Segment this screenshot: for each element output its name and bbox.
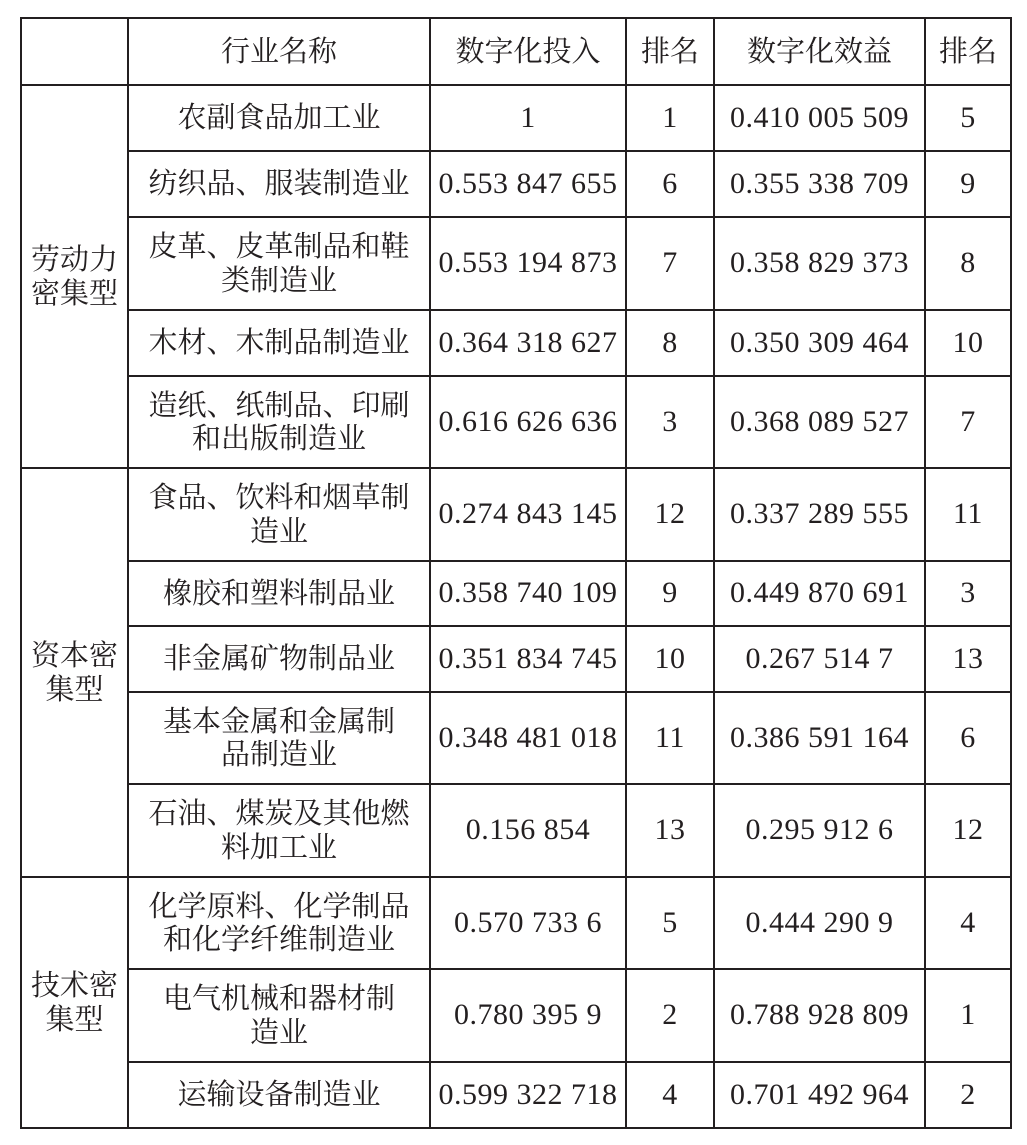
digital-input-cell: 0.553 847 655 [430,151,626,217]
input-rank-cell: 5 [626,877,714,969]
digital-input-cell: 0.780 395 9 [430,969,626,1062]
table-row [21,1062,1011,1128]
table-row [21,85,1011,151]
industry-name-cell: 农副食品加工业 [128,85,430,151]
table-row [21,310,1011,376]
digital-input-cell: 0.364 318 627 [430,310,626,376]
table-row [21,151,1011,217]
input-rank-cell: 7 [626,217,714,310]
table-row [21,877,1011,969]
digital-input-cell: 0.274 843 145 [430,468,626,561]
table-row [21,969,1011,1062]
benefit-rank-cell: 13 [925,626,1011,692]
group-label-line: 集型 [45,1001,104,1036]
group-label-labor-intensive [21,85,128,468]
header-input-rank: 排名 [626,18,714,85]
benefit-rank-cell: 6 [925,692,1011,784]
benefit-rank-cell: 1 [925,969,1011,1062]
header-industry-name: 行业名称 [128,18,430,85]
header-digital-benefit: 数字化效益 [714,18,925,85]
industry-name-cell: 石油、煤炭及其他燃 料加工业 [128,784,430,877]
digital-input-cell: 1 [430,85,626,151]
industry-name-cell: 非金属矿物制品业 [128,626,430,692]
industry-name-cell: 木材、木制品制造业 [128,310,430,376]
table-row [21,468,1011,561]
header-digital-input: 数字化投入 [430,18,626,85]
industry-name-cell: 电气机械和器材制 造业 [128,969,430,1062]
group-label-line: 密集型 [30,275,118,310]
group-label-capital-intensive [21,468,128,877]
digital-benefit-cell: 0.701 492 964 [714,1062,925,1128]
input-rank-cell: 10 [626,626,714,692]
input-rank-cell: 2 [626,969,714,1062]
input-rank-cell: 4 [626,1062,714,1128]
header-group [21,18,128,85]
input-rank-cell: 3 [626,376,714,468]
input-rank-cell: 13 [626,784,714,877]
benefit-rank-cell: 7 [925,376,1011,468]
benefit-rank-cell: 11 [925,468,1011,561]
input-rank-cell: 12 [626,468,714,561]
group-label-line: 技术密 [30,968,118,1003]
digital-input-cell: 0.348 481 018 [430,692,626,784]
table-row [21,217,1011,310]
table-row [21,692,1011,784]
group-label-line: 资本密 [30,638,118,673]
group-label-tech-intensive [21,877,128,1128]
header-benefit-rank: 排名 [925,18,1011,85]
benefit-rank-cell: 4 [925,877,1011,969]
digital-input-cell: 0.358 740 109 [430,561,626,626]
input-rank-cell: 6 [626,151,714,217]
digital-benefit-cell: 0.350 309 464 [714,310,925,376]
digital-benefit-cell: 0.410 005 509 [714,85,925,151]
input-rank-cell: 9 [626,561,714,626]
digital-input-cell: 0.570 733 6 [430,877,626,969]
industry-digitalization-table [20,17,1012,1129]
input-rank-cell: 11 [626,692,714,784]
benefit-rank-cell: 3 [925,561,1011,626]
table-row [21,376,1011,468]
industry-name-cell: 皮革、皮革制品和鞋 类制造业 [128,217,430,310]
industry-name-cell: 运输设备制造业 [128,1062,430,1128]
input-rank-cell: 8 [626,310,714,376]
digital-input-cell: 0.156 854 [430,784,626,877]
benefit-rank-cell: 8 [925,217,1011,310]
digital-benefit-cell: 0.368 089 527 [714,376,925,468]
digital-benefit-cell: 0.386 591 164 [714,692,925,784]
table-row [21,784,1011,877]
group-label-line: 集型 [45,671,104,706]
industry-name-cell: 橡胶和塑料制品业 [128,561,430,626]
benefit-rank-cell: 5 [925,85,1011,151]
digital-input-cell: 0.599 322 718 [430,1062,626,1128]
industry-name-cell: 化学原料、化学制品 和化学纤维制造业 [128,877,430,969]
table-row [21,561,1011,626]
digital-benefit-cell: 0.444 290 9 [714,877,925,969]
digital-benefit-cell: 0.788 928 809 [714,969,925,1062]
digital-benefit-cell: 0.358 829 373 [714,217,925,310]
industry-name-cell: 造纸、纸制品、印刷 和出版制造业 [128,376,430,468]
digital-input-cell: 0.351 834 745 [430,626,626,692]
digital-input-cell: 0.616 626 636 [430,376,626,468]
digital-input-cell: 0.553 194 873 [430,217,626,310]
digital-benefit-cell: 0.355 338 709 [714,151,925,217]
input-rank-cell: 1 [626,85,714,151]
table-row [21,626,1011,692]
digital-benefit-cell: 0.449 870 691 [714,561,925,626]
digital-benefit-cell: 0.337 289 555 [714,468,925,561]
benefit-rank-cell: 12 [925,784,1011,877]
benefit-rank-cell: 9 [925,151,1011,217]
digital-benefit-cell: 0.295 912 6 [714,784,925,877]
benefit-rank-cell: 10 [925,310,1011,376]
group-label-line: 劳动力 [30,242,118,277]
industry-name-cell: 食品、饮料和烟草制 造业 [128,468,430,561]
industry-name-cell: 纺织品、服装制造业 [128,151,430,217]
benefit-rank-cell: 2 [925,1062,1011,1128]
header-row [21,18,1011,85]
digital-benefit-cell: 0.267 514 7 [714,626,925,692]
industry-name-cell: 基本金属和金属制 品制造业 [128,692,430,784]
